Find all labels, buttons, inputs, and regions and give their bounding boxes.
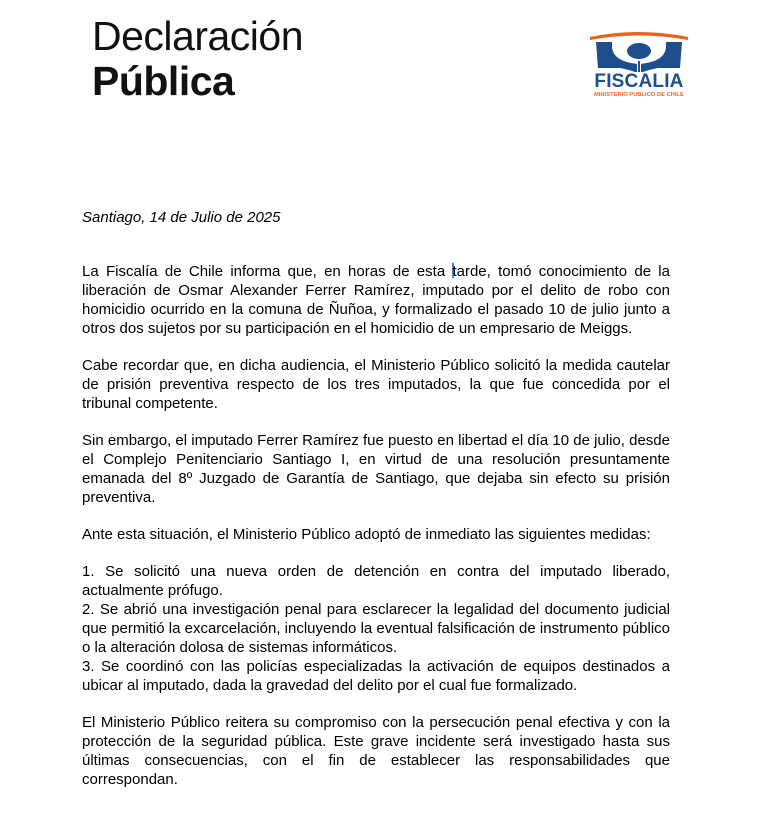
measures-list [82,562,670,695]
paragraph-closing: El Ministerio Público reitera su compromiso con la persecución penal efectiva y con la protección de la seguridad pública. Este grave incidente será investigado hasta sus últimas consecuencias, con el fin de establecer las responsabilidades que correspondan. [82,714,670,788]
paragraph-hearing: Cabe recordar que, en dicha audiencia, el Ministerio Público solicitó la medida cautelar de prisión preventiva respecto de los tres imputados, la que fue concedida por el tribunal competente. [82,357,670,412]
measure-item: 2. Se abrió una investigación penal para esclarecer la legalidad del documento judicial que permitió la excarcelación, incluyendo la eventual falsificación de instrumento público o la alteración dolosa de sistemas informáticos. [82,601,670,656]
document-date: Santiago, 14 de Julio de 2025 [82,209,281,226]
fiscalia-emblem-icon [584,28,694,74]
title-line-declaracion: Declaración [92,13,303,59]
paragraph-intro-rest: tarde, tomó conocimiento de la liberación de Osmar Alexander Ferrer Ramírez, imputado por el delito de robo con homicidio ocurrido en la comuna de Ñuñoa, y formalizado el pasado 10 de julio junto a otros dos sujetos por su participación en el homicidio de un empresario de Meiggs. [82,263,670,337]
paragraph-intro [82,262,670,338]
measure-item: 1. Se solicitó una nueva orden de detención en contra del imputado liberado, actualmente prófugo. [82,563,670,599]
paragraph-intro-start: La Fiscalía de Chile informa que, en horas de esta [82,263,453,280]
title-line-publica: Pública [92,58,235,104]
logo-subtitle: MINISTERIO PUBLICO DE CHILE [594,92,684,98]
document-title [92,14,303,104]
measure-item: 3. Se coordinó con las policías especializadas la activación de equipos destinados a ubicar al imputado, dada la gravedad del delito por el cual fue formalizado. [82,658,670,694]
fiscalia-logo [584,28,694,100]
paragraph-release: Sin embargo, el imputado Ferrer Ramírez fue puesto en libertad el día 10 de julio, desde el Complejo Penitenciario Santiago I, en virtud de una resolución presuntamente emanada del 8º Juzgado de Garantía de Santiago, que dejaba sin efecto su prisión preventiva. [82,432,670,506]
paragraph-measures-intro: Ante esta situación, el Ministerio Público adoptó de inmediato las siguientes medidas: [82,526,651,543]
logo-wordmark: FISCALIA [594,71,684,92]
document-body [82,262,670,807]
